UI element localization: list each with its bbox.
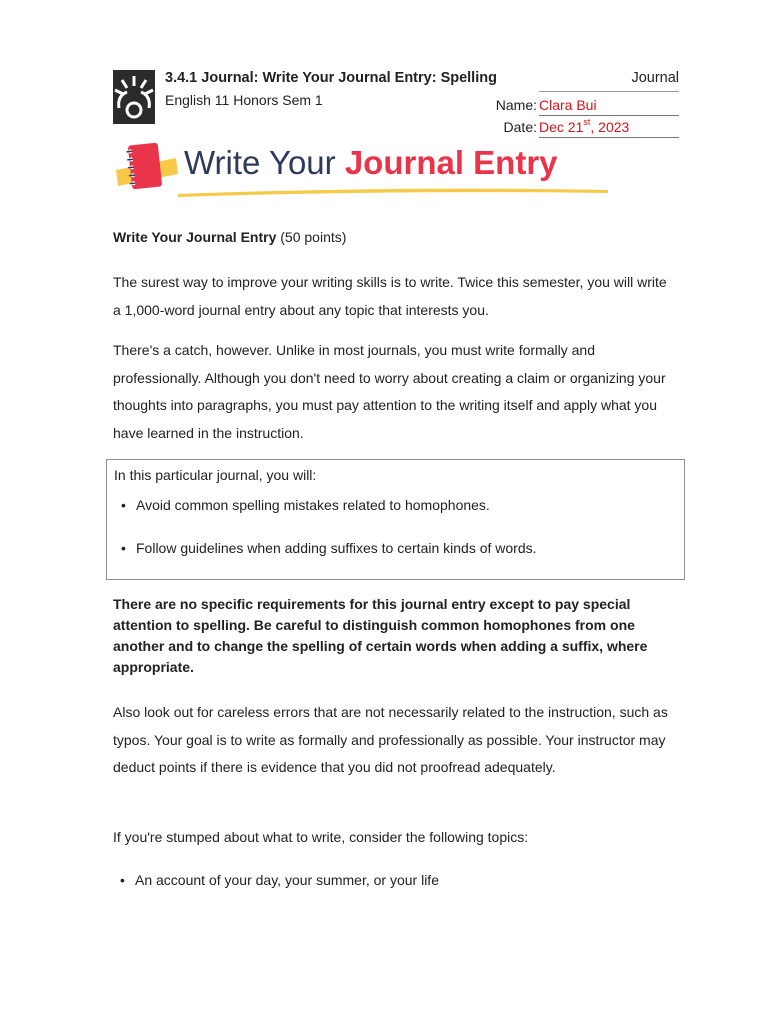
notebook-icon	[112, 140, 182, 200]
careless-errors-paragraph: Also look out for careless errors that are not necessarily related to the instruction, such as typos. Your goal is to write as formally and professionally as possible. Your instructor may deduct points if there is evidence that you did not proofread adequately.	[113, 704, 668, 775]
intro-paragraph-2: There's a catch, however. Unlike in most journals, you must write formally and professionally. Although you don't need to worry about creating a claim or organizing your thoughts into paragraphs, you must pay attention to the writing itself and apply what you have learned in the instruction.	[113, 342, 666, 441]
name-label: Name:	[495, 97, 537, 113]
document-type: Journal	[631, 70, 679, 86]
document-title: 3.4.1 Journal: Write Your Journal Entry: Spelling	[165, 70, 497, 86]
name-field	[493, 94, 679, 116]
document-header	[113, 68, 679, 138]
course-name: English 11 Honors Sem 1	[165, 92, 323, 108]
banner-title: Write Your Journal Entry	[184, 144, 558, 181]
objective-item: • Avoid common spelling mistakes related to homophones.	[121, 495, 490, 515]
date-value: Dec 21st, 2023	[539, 117, 630, 135]
date-label: Date:	[503, 119, 537, 135]
banner	[112, 140, 612, 200]
date-field	[493, 116, 679, 138]
intro-paragraph-1: The surest way to improve your writing skills is to write. Twice this semester, you will write a 1,000-word journal entry about any topic that interests you.	[113, 274, 667, 318]
requirements-paragraph: There are no specific requirements for this journal entry except to pay special attention to spelling. Be careful to distinguish common homophones from one another and to change the spelling of certain words when adding a suffix, where appropriate.	[113, 596, 648, 675]
objectives-intro: In this particular journal, you will:	[114, 467, 317, 483]
lightbulb-logo-icon	[113, 70, 155, 124]
topic-item: • An account of your day, your summer, or your life	[120, 869, 439, 891]
banner-underline-swoosh	[178, 184, 608, 198]
assignment-heading: Write Your Journal Entry (50 points)	[113, 229, 347, 245]
date-underline	[539, 137, 679, 138]
name-value: Clara Bui	[539, 97, 597, 113]
header-rule	[539, 91, 679, 92]
topics-intro: If you're stumped about what to write, consider the following topics:	[113, 829, 529, 845]
objectives-box	[106, 459, 685, 580]
objective-item: • Follow guidelines when adding suffixes to certain kinds of words.	[121, 538, 537, 558]
